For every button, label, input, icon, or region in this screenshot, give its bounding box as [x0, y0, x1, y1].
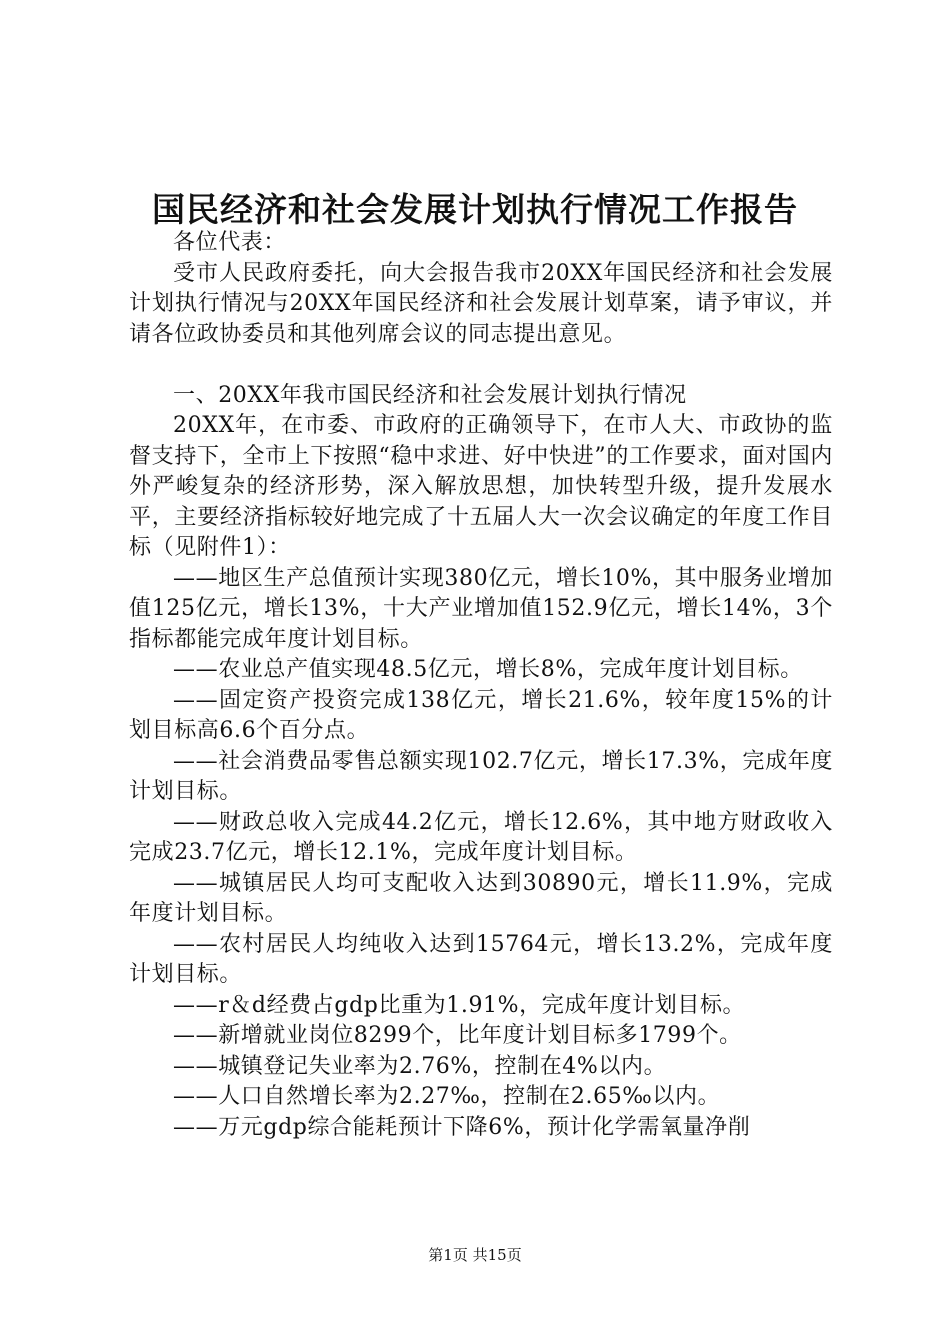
list-item: ——万元gdp综合能耗预计下降6%，预计化学需氧量净削 [173, 1114, 751, 1140]
list-item: ——社会消费品零售总额实现102.7亿元，增长17.3%，完成年度计划目标。 [129, 748, 833, 804]
list-item: ——地区生产总值预计实现380亿元，增长10%，其中服务业增加值125亿元，增长13%，十大产业增加值152.9亿元，增长14%，3个指标都能完成年度计划目标。 [129, 565, 833, 652]
page-number-footer: 第1页 共15页 [428, 1246, 522, 1264]
document-body [129, 228, 833, 1143]
list-item: ——人口自然增长率为2.27‰，控制在2.65‰以内。 [173, 1084, 721, 1109]
paragraph-overview: 20XX年，在市委、市政府的正确领导下，在市人大、市政协的监督支持下，全市上下按照“稳中求进、好中快进”的工作要求，面对国内外严峻复杂的经济形势，深入解放思想，加快转型升级，提升发展水平，主要经济指标较好地完成了十五届人大一次会议确定的年度工作目标（见附件1）： [129, 413, 833, 560]
paragraph-intro: 受市人民政府委托，向大会报告我市20XX年国民经济和社会发展计划执行情况与20XX年国民经济和社会发展计划草案，请予审议，并请各位政协委员和其他列席会议的同志提出意见。 [129, 260, 833, 347]
list-item: ——新增就业岗位8299个，比年度计划目标多1799个。 [173, 1023, 742, 1048]
list-item: ——城镇居民人均可支配收入达到30890元，增长11.9%，完成年度计划目标。 [129, 870, 833, 926]
list-item: ——农业总产值实现48.5亿元，增长8%，完成年度计划目标。 [173, 657, 803, 682]
document-title: 国民经济和社会发展计划执行情况工作报告 [152, 190, 798, 229]
section-heading: 一、20XX年我市国民经济和社会发展计划执行情况 [173, 382, 687, 408]
list-item: ——财政总收入完成44.2亿元，增长12.6%，其中地方财政收入完成23.7亿元，增长12.1%，完成年度计划目标。 [129, 809, 833, 865]
list-item: ——农村居民人均纯收入达到15764元，增长13.2%，完成年度计划目标。 [129, 931, 833, 987]
list-item: ——固定资产投资完成138亿元，增长21.6%，较年度15%的计划目标高6.6个百分点。 [129, 687, 833, 743]
list-item: ——城镇登记失业率为2.76%，控制在4%以内。 [173, 1053, 667, 1079]
salutation: 各位代表： [173, 230, 287, 255]
list-item: ——r＆d经费占gdp比重为1.91%，完成年度计划目标。 [173, 992, 746, 1018]
